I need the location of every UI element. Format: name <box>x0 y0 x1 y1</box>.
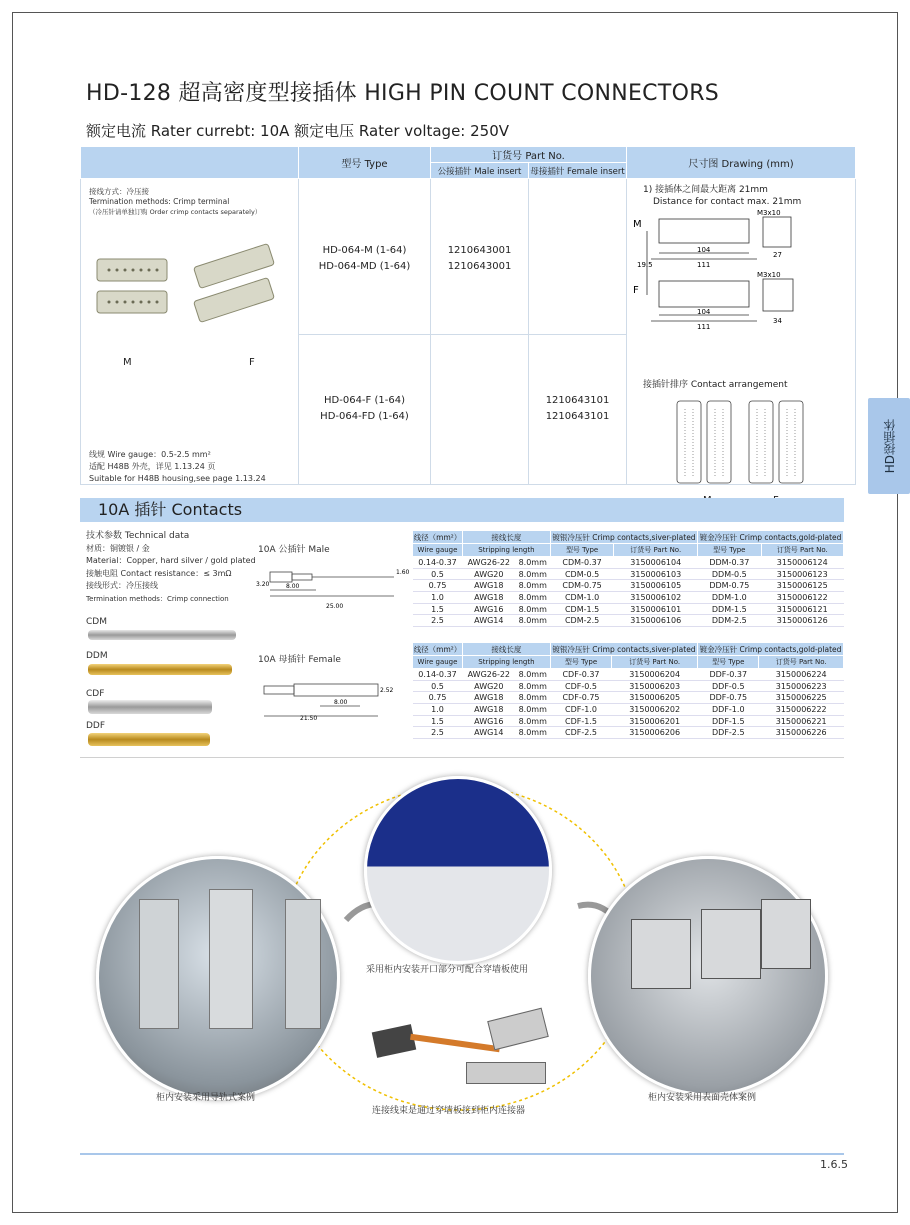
table-cell: 3150006201 <box>612 715 698 727</box>
tech-line: 接线形式：冷压接线 <box>86 581 158 590</box>
side-tab-label: HD接插体 <box>882 418 897 474</box>
table-row <box>413 680 844 692</box>
table-cell: AWG18 <box>463 580 516 592</box>
table-cell: 3150006225 <box>759 692 844 704</box>
table-cell: 3150006226 <box>759 727 844 739</box>
table-cell: 3150006103 <box>614 568 698 580</box>
dimension-drawing <box>633 211 847 331</box>
drawing-note: 1) 接插体之间最大距离 21mm <box>643 185 768 195</box>
table-cell: 8.0mm <box>515 615 550 627</box>
contact-arrangement-label: 接插针排序 Contact arrangement <box>643 380 788 390</box>
table-cell: AWG18 <box>463 704 516 716</box>
blank-header <box>81 147 299 179</box>
table-cell: 3150006202 <box>612 704 698 716</box>
table-row <box>413 615 844 627</box>
drawing-note: Distance for contact max. 21mm <box>653 197 802 207</box>
th-gold: 镀金冷压针 Crimp contacts,gold-plated <box>698 643 844 656</box>
table-row <box>413 669 844 681</box>
table-cell: CDM-0.37 <box>550 557 614 569</box>
photo-label-m: M <box>123 357 132 368</box>
table-cell: 0.75 <box>413 580 463 592</box>
table-cell: 8.0mm <box>515 603 550 615</box>
th-gauge-en: Wire gauge <box>413 656 463 669</box>
male-part-cell <box>431 179 529 335</box>
table-cell: DDM-0.37 <box>698 557 761 569</box>
table-row <box>413 727 844 739</box>
table-cell: DDM-0.75 <box>698 580 761 592</box>
housing-cn: 适配 H48B 外壳，详见 1.13.24 页 <box>89 462 216 471</box>
female-type-cell <box>299 335 431 485</box>
table-cell: 1.0 <box>413 704 463 716</box>
male-pin-drawing <box>256 556 410 614</box>
wire-gauge: 线规 Wire gauge：0.5-2.5 mm² <box>89 450 211 459</box>
contact-name-ddf: DDF <box>86 721 106 731</box>
tech-line: Material：Copper, hard silver / gold plated <box>86 556 256 565</box>
table-cell: 3150006224 <box>759 669 844 681</box>
table-row <box>413 692 844 704</box>
table-cell: 0.14-0.37 <box>413 557 463 569</box>
female-pin-label: 10A 母插针 Female <box>258 655 341 665</box>
female-pin-drawing <box>256 670 406 722</box>
table-cell: CDM-0.5 <box>550 568 614 580</box>
dim-m-len1: 104 <box>697 246 711 254</box>
contact-name-cdf: CDF <box>86 689 105 699</box>
table-cell: AWG26-22 <box>463 669 516 681</box>
female-type: HD-064-F (1-64) <box>324 395 405 406</box>
table-cell: 0.5 <box>413 568 463 580</box>
table-cell: 8.0mm <box>515 669 550 681</box>
table-cell: 3150006203 <box>612 680 698 692</box>
caption-mid: 连接线束是通过穿墙板接到柜内连接器 <box>372 1106 526 1116</box>
dim-m-w: 27 <box>773 251 782 259</box>
table-cell: 8.0mm <box>515 580 550 592</box>
photo-rail-mount <box>96 856 340 1100</box>
th-silver: 镀银冷压针 Crimp contacts,siver-plated <box>550 643 697 656</box>
photo-label-f: F <box>249 357 255 368</box>
ddm-pin-image <box>88 664 232 675</box>
table-cell: DDF-2.5 <box>698 727 759 739</box>
dim-f-len2: 111 <box>697 323 711 331</box>
table-cell: 3150006105 <box>614 580 698 592</box>
product-info-cell <box>81 179 299 485</box>
table-cell: 3150006124 <box>761 557 843 569</box>
tech-line: 材质：铜镀银 / 金 <box>86 543 150 553</box>
table-row <box>413 603 844 615</box>
contacts-section-header: 10A 插针 Contacts <box>80 498 844 522</box>
table-cell: 3150006223 <box>759 680 844 692</box>
male-pin-label: 10A 公插针 Male <box>258 545 330 555</box>
table-cell: CDM-1.0 <box>550 592 614 604</box>
th-partno: 订货号 Part No. <box>612 656 698 669</box>
table-row <box>413 580 844 592</box>
th-strip: 接线长度 <box>463 531 551 544</box>
female-contacts-table <box>412 642 844 739</box>
male-blank-cell <box>431 335 529 485</box>
termination-line: （冷压针请单独订购 Order crimp contacts separately） <box>89 208 262 216</box>
photo-panel-opening <box>364 776 552 964</box>
installation-photos <box>80 770 844 1150</box>
table-cell: 1.0 <box>413 592 463 604</box>
table-cell: 3150006126 <box>761 615 843 627</box>
dim: 25.00 <box>326 603 344 610</box>
page-title: HD-128 超高密度型接插体 HIGH PIN COUNT CONNECTORS <box>86 81 720 106</box>
section-divider <box>80 757 844 758</box>
table-cell: CDF-0.37 <box>550 669 611 681</box>
dim-screw: M3x10 <box>757 209 781 217</box>
table-cell: 8.0mm <box>515 680 550 692</box>
col-partno: 订货号 Part No. <box>431 147 627 163</box>
dim-screw: M3x10 <box>757 271 781 279</box>
caption-left: 柜内安装采用导轨式案例 <box>156 1093 256 1103</box>
dim-f-w: 34 <box>773 317 782 325</box>
table-cell: 2.5 <box>413 615 463 627</box>
tech-line: 接触电阻 Contact resistance：≤ 3mΩ <box>86 568 232 578</box>
th-gold: 镀金冷压针 Crimp contacts,gold-plated <box>698 531 844 544</box>
table-cell: DDF-1.5 <box>698 715 759 727</box>
female-part: 1210643101 <box>545 411 610 422</box>
table-cell: DDF-0.37 <box>698 669 759 681</box>
termination-line: Termination methods: Crimp terminal <box>89 197 230 206</box>
th-gauge: 线径（mm²） <box>413 644 462 654</box>
table-cell: 3150006101 <box>614 603 698 615</box>
side-tab[interactable] <box>868 398 910 494</box>
dim: 21.50 <box>300 715 318 722</box>
cdf-pin-image <box>88 700 212 714</box>
table-cell: AWG14 <box>463 727 516 739</box>
th-gauge: 线径（mm²） <box>413 532 462 542</box>
female-part: 1210643101 <box>545 395 610 406</box>
female-blank-cell <box>529 179 627 335</box>
table-cell: CDF-0.75 <box>550 692 611 704</box>
table-cell: 3150006123 <box>761 568 843 580</box>
table-cell: CDF-2.5 <box>550 727 611 739</box>
table-cell: DDF-1.0 <box>698 704 759 716</box>
table-cell: 3150006102 <box>614 592 698 604</box>
th-type: 型号 Type <box>698 544 761 557</box>
table-cell: 1.5 <box>413 603 463 615</box>
table-row <box>413 592 844 604</box>
table-cell: AWG20 <box>463 568 516 580</box>
drawing-cell <box>627 179 856 485</box>
th-strip-en: Stripping length <box>463 656 551 669</box>
tech-line: 技术参数 Technical data <box>86 531 190 541</box>
th-partno: 订货号 Part No. <box>614 544 698 557</box>
th-type: 型号 Type <box>698 656 759 669</box>
connector-table <box>80 146 856 485</box>
contact-name-ddm: DDM <box>86 651 108 661</box>
rating-line: 额定电流 Rater currebt: 10A 额定电压 Rater voltage: 250V <box>86 122 510 140</box>
th-partno: 订货号 Part No. <box>761 544 843 557</box>
photo-surface-mount <box>588 856 828 1096</box>
table-cell: 3150006104 <box>614 557 698 569</box>
page-number: 1.6.5 <box>820 1158 848 1171</box>
table-cell: AWG20 <box>463 680 516 692</box>
male-part: 1210643001 <box>447 261 512 272</box>
table-cell: AWG16 <box>463 715 516 727</box>
th-gauge-en: Wire gauge <box>413 544 463 557</box>
th-strip: 接线长度 <box>463 643 551 656</box>
table-cell: CDF-1.5 <box>550 715 611 727</box>
table-row <box>413 715 844 727</box>
table-cell: 3150006222 <box>759 704 844 716</box>
table-cell: 0.14-0.37 <box>413 669 463 681</box>
dim: 8.00 <box>286 583 300 590</box>
table-cell: DDM-0.5 <box>698 568 761 580</box>
tech-line: Termination methods：Crimp connection <box>86 594 229 603</box>
dim: 8.00 <box>334 699 348 706</box>
table-cell: 1.5 <box>413 715 463 727</box>
dim-f-len1: 104 <box>697 308 711 316</box>
caption-top: 采用柜内安装开口部分可配合穿墙板使用 <box>366 965 529 975</box>
table-cell: DDF-0.75 <box>698 692 759 704</box>
table-cell: 0.5 <box>413 680 463 692</box>
dim: 1.60 <box>396 569 410 576</box>
table-cell: CDM-2.5 <box>550 615 614 627</box>
male-type: HD-064-MD (1-64) <box>318 261 411 272</box>
table-cell: AWG18 <box>463 692 516 704</box>
table-cell: 3150006121 <box>761 603 843 615</box>
table-cell: AWG14 <box>463 615 516 627</box>
table-cell: 8.0mm <box>515 727 550 739</box>
table-cell: DDM-1.0 <box>698 592 761 604</box>
table-row <box>413 557 844 569</box>
th-partno: 订货号 Part No. <box>759 656 844 669</box>
technical-data <box>86 530 256 605</box>
table-cell: 8.0mm <box>515 557 550 569</box>
dim-m-len2: 111 <box>697 261 711 269</box>
male-table-body <box>413 557 844 627</box>
female-table-body <box>413 669 844 739</box>
table-cell: AWG18 <box>463 592 516 604</box>
male-contacts-table <box>412 530 844 627</box>
table-row <box>413 704 844 716</box>
contact-arrangement-drawing <box>675 399 815 495</box>
col-female: 母接插针 Female insert <box>529 163 627 179</box>
male-part: 1210643001 <box>447 245 512 256</box>
table-row <box>413 568 844 580</box>
col-male: 公接插针 Male insert <box>431 163 529 179</box>
table-cell: AWG16 <box>463 603 516 615</box>
m-mark: M <box>633 219 642 230</box>
table-cell: CDM-1.5 <box>550 603 614 615</box>
footer-line <box>80 1153 844 1155</box>
table-cell: 3150006206 <box>612 727 698 739</box>
table-cell: 3150006122 <box>761 592 843 604</box>
table-cell: 8.0mm <box>515 592 550 604</box>
housing-en: Suitable for H48B housing,see page 1.13.24 <box>89 474 266 483</box>
table-cell: 8.0mm <box>515 704 550 716</box>
table-cell: 8.0mm <box>515 568 550 580</box>
table-cell: 3150006205 <box>612 692 698 704</box>
th-silver: 镀银冷压针 Crimp contacts,siver-plated <box>550 531 697 544</box>
table-cell: CDF-1.0 <box>550 704 611 716</box>
table-cell: DDM-2.5 <box>698 615 761 627</box>
dim: 3.20 <box>256 581 270 588</box>
table-cell: 0.75 <box>413 692 463 704</box>
th-type: 型号 Type <box>550 656 611 669</box>
th-type: 型号 Type <box>550 544 614 557</box>
dim: 2.52 <box>380 687 394 694</box>
contact-name-cdm: CDM <box>86 617 107 627</box>
cdm-pin-image <box>88 630 236 640</box>
harness-image <box>370 1004 550 1084</box>
male-type-cell <box>299 179 431 335</box>
caption-right: 柜内安装采用表面壳体案例 <box>648 1093 757 1103</box>
table-cell: DDF-0.5 <box>698 680 759 692</box>
ddf-pin-image <box>88 733 210 746</box>
table-cell: CDF-0.5 <box>550 680 611 692</box>
table-cell: 3150006125 <box>761 580 843 592</box>
table-cell: DDM-1.5 <box>698 603 761 615</box>
table-cell: 3150006204 <box>612 669 698 681</box>
table-cell: 2.5 <box>413 727 463 739</box>
table-cell: 8.0mm <box>515 715 550 727</box>
th-strip-en: Stripping length <box>463 544 551 557</box>
table-cell: CDM-0.75 <box>550 580 614 592</box>
male-type: HD-064-M (1-64) <box>322 245 407 256</box>
table-cell: 3150006106 <box>614 615 698 627</box>
col-drawing: 尺寸图 Drawing (mm) <box>627 147 856 179</box>
table-cell: 3150006221 <box>759 715 844 727</box>
f-mark: F <box>633 285 639 296</box>
connector-photo <box>87 245 287 355</box>
female-type: HD-064-FD (1-64) <box>320 411 409 422</box>
dim-h195: 19.5 <box>637 261 653 269</box>
table-cell: 8.0mm <box>515 692 550 704</box>
col-type: 型号 Type <box>299 147 431 179</box>
table-cell: AWG26-22 <box>463 557 516 569</box>
termination-line: 接线方式：冷压接 <box>89 187 149 196</box>
female-part-cell <box>529 335 627 485</box>
